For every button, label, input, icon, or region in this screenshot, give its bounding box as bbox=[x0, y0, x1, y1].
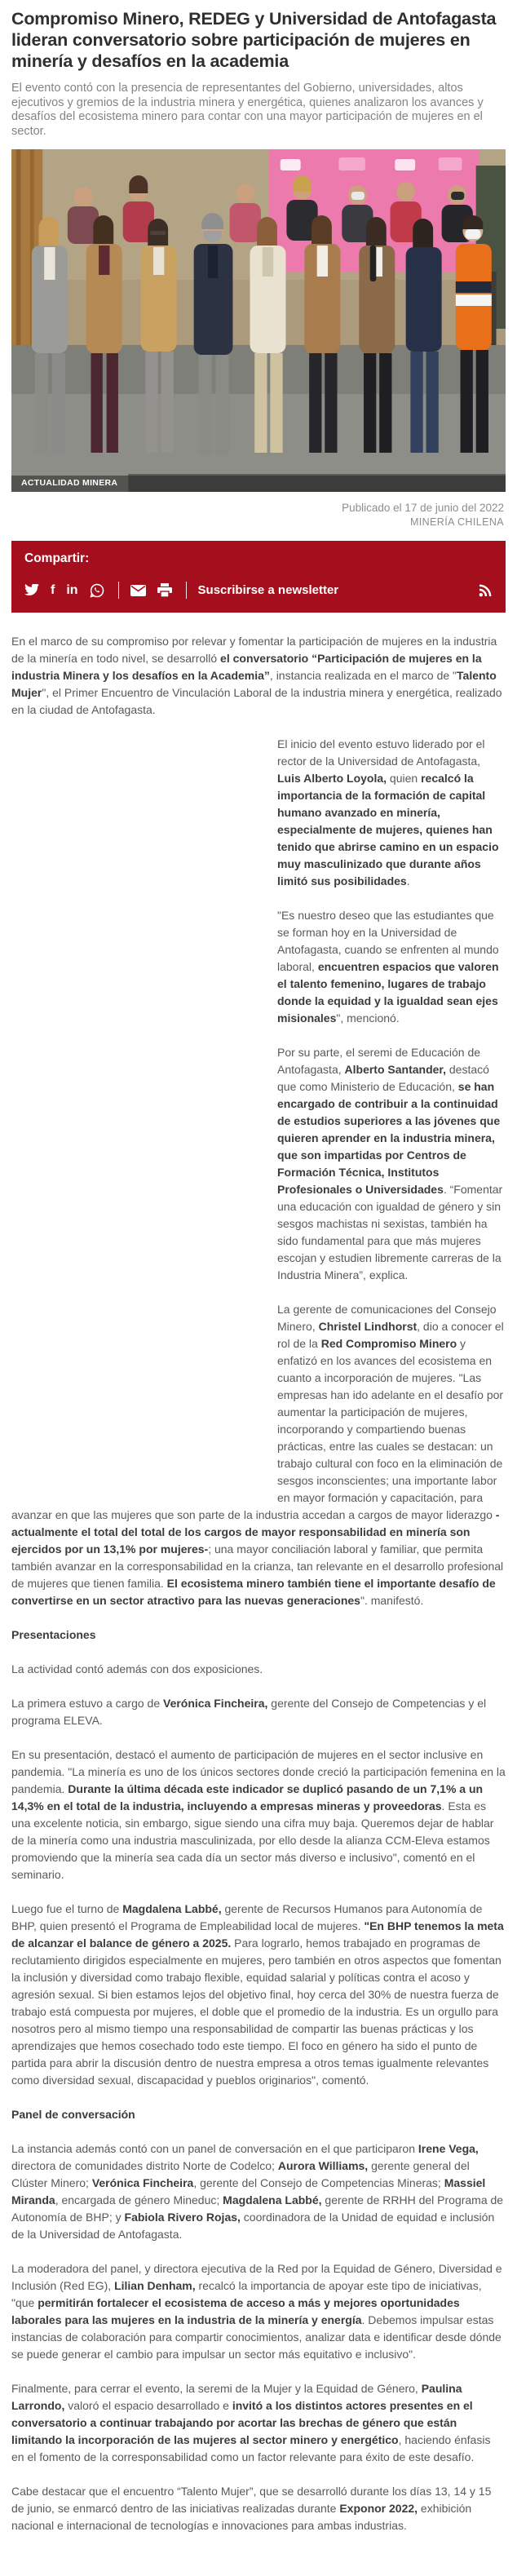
section-heading: Presentaciones bbox=[11, 1628, 96, 1641]
article-paragraph: La gerente de comunicaciones del Consejo Minero, Christel Lindhorst, dio a conocer el rol de la Red Compromiso Minero y enfatizó en los avances del ecosistema en cuanto a incorporación de mujeres. "Las empresas han ido adelante en el desafío por aumentar la participación de mujeres, incorporando y compartiendo buenas prácticas, entre las cuales se destacan: un trabajo cultural con foco en la eliminación de sesgos inconscientes; una importante labor en mayor formación y capacitación, para avanzar en que las mujeres que son parte de la industria accedan a cargos de mayor liderazgo -actualmente el total del total de los cargos de mayor responsabilidad en minería son ejercidos por un 13,1% por mujeres-; una mayor conciliación laboral y familiar, que permita también avanzar en la corresponsabilidad en la crianza, tan relevante en el desarrollo profesional de mujeres que tienen familia. El ecosistema minero también tiene el importante desafío de convertirse en un sector atractivo para las nuevas generaciones". manifestó. bbox=[11, 1303, 504, 1607]
ad-slot bbox=[11, 736, 277, 1503]
article-photo bbox=[11, 149, 506, 492]
article-paragraph: La moderadora del panel, y directora ejecutiva de la Red por la Equidad de Género, Diversidad e Inclusión (Red EG), Lilian Denham, recalcó la importancia de apoyar este tipo de iniciativas, "que permitirán fortalecer el ecosistema de acceso a más y mejores oportunidades laborales para las mujeres en la industria de la minería y energía. Debemos impulsar estas instancias de colaboración para compartir conocimientos, analizar data e identificar desde dónde se puede generar el cambio para impulsar un sector más equitativo e inclusivo". bbox=[11, 2262, 502, 2361]
section-heading: Panel de conversación bbox=[11, 2108, 135, 2121]
group-photo-illustration bbox=[11, 149, 506, 492]
article-paragraph: Por su parte, el seremi de Educación de Antofagasta, Alberto Santander, destacó que como Ministerio de Educación, se han encargado de contribuir a la continuidad de estudios superiores a las jóvenes que quieren aprender en la industria minera, que son impartidas por Centros de Formación Técnica, Institutos Profesionales o Universidades. “Fomentar una educación con igualdad de género y sin sesgos machistas ni sexistas, también ha sido fundamental para que más mujeres escojan y estudien libremente carreras de la Industria Minera”, explica. bbox=[277, 1046, 503, 1281]
article-paragraph: El inicio del evento estuvo liderado por el rector de la Universidad de Antofagasta, Luis Alberto Loyola, quien recalcó la importancia de la formación de capital humano avanzado en minería, especialmente de mujeres, quienes han tenido que abrirse camino en un espacio muy masculinizado que durante años limitó sus posibilidades. bbox=[277, 737, 499, 887]
article-lead: El evento contó con la presencia de representantes del Gobierno, universidades, altos ejecutivos y gremios de la industria minera y energética, quienes analizaron los avances y desafíos del ecosistema minero para contar con una mayor participación de mujeres en el sector. bbox=[11, 82, 484, 138]
article-paragraph: La actividad contó además con dos exposiciones. bbox=[11, 1662, 263, 1675]
article-paragraph: Finalmente, para cerrar el evento, la seremi de la Mujer y la Equidad de Género, Paulina Larrondo, valoró el espacio desarrollado e invitó a los distintos actores presentes en el conversatorio a continuar trabajando por acortar las brechas de género que están limitando la incorporación de las mujeres al sector minero y energético, haciendo énfasis en el fomento de la corresponsabilidad como un factor relevante para éxito de este desafío. bbox=[11, 2382, 491, 2463]
page-title: Compromiso Minero, REDEG y Universidad de Antofagasta lideran conversatorio sobre participación de mujeres en minería y desafíos en la academia bbox=[11, 9, 497, 71]
article-paragraph: En su presentación, destacó el aumento de participación de mujeres en el sector inclusive en pandemia. "La minería es uno de los únicos sectores donde creció la participación femenina en la pandemia. Durante la última década este indicador se duplicó pasando de un 7,1% a un 14,3% en el total de la industria, incluyendo a empresas mineras y proveedoras. Esta es una excelente noticia, sin embargo, sigue siendo una cifra muy baja. Queremos dejar de hablar de la minería como una industria masculinizada, por ello desde la alianza CCM-Eleva estamos promoviendo que la minería sea cada día un sector más diverso e inclusivo", comentó en el seminario. bbox=[11, 1748, 506, 1881]
published-date: Publicado el 17 de junio del 2022 bbox=[342, 502, 504, 514]
rss-icon[interactable] bbox=[479, 583, 493, 597]
article-paragraph: "Es nuestro deseo que las estudiantes que se forman hoy en la Universidad de Antofagasta, cuando se enfrenten al mundo laboral, encuentren espacios que valoren el talento femenino, lugares de trabajo donde la equidad y la igualdad sean ejes misionales", mencionó. bbox=[277, 909, 499, 1025]
article-paragraph: La instancia además contó con un panel de conversación en el que participaron Irene Vega, directora de comunidades distrito Norte de Codelco; Aurora Williams, gerente general del Clúster Minero; Verónica Fincheira, gerente del Consejo de Competencias Mineras; Massiel Miranda, encargada de género Mineduc; Magdalena Labbé, gerente de RRHH del Programa de Autonomía de BHP; y Fabiola Rivero Rojas, coordinadora de la Unidad de equidad e inclusión de la Universidad de Antofagasta. bbox=[11, 2142, 504, 2241]
share-bar bbox=[11, 541, 506, 613]
article-paragraph: En el marco de su compromiso por relevar y fomentar la participación de mujeres en la industria de la minería en todo nivel, se desarrolló el conversatorio “Participación de mujeres en la industria Minera y los desafíos en la Academia”, instancia realizada en el marco de "Talento Mujer", el Primer Encuentro de Vinculación Laboral de la industria minera y energética, realizado en la ciudad de Antofagasta. bbox=[11, 635, 502, 716]
article-body bbox=[11, 633, 506, 2534]
article-paragraph: Luego fue el turno de Magdalena Labbé, gerente de Recursos Humanos para Autonomía de BHP, quien presentó el Programa de Empleabilidad local de mujeres. "En BHP tenemos la meta de alcanzar el balance de género a 2025. Para lograrlo, hemos trabajado en programas de reclutamiento dirigidos especialmente en mujeres, pero también en otros aspectos que fomentan la inclusión y diversidad como trabajo flexible, equidad salarial y políticas contra el acoso y agresión sexual. Si bien estamos lejos del objetivo final, hoy cerca del 30% de nuestra fuerza de trabajo está compuesta por mujeres, el doble que el promedio de la industria. Es un orgullo para nosotros pero al mismo tiempo una responsabilidad de compartir las buenas prácticas y los aprendizajes que hemos cosechado todo este tiempo. El foco en género ha sido el punto de partida para abrir la discusión dentro de nuestra empresa a otros temas igualmente relevantes como diversidad sexual, discapacidad y pueblos originarios", comentó. bbox=[11, 1902, 504, 2087]
article-paragraph: Cabe destacar que el encuentro “Talento Mujer”, que se desarrolló durante los días 13, 14 y 15 de junio, se enmarcó dentro de las iniciativas realizadas durante Exponor 2022, exhibición nacional e internacional de tecnologías e innovaciones para ambas industrias. bbox=[11, 2485, 492, 2532]
print-icon[interactable] bbox=[157, 583, 172, 597]
newsletter-link[interactable]: Suscribirse a newsletter bbox=[197, 583, 339, 597]
photo-caption: ACTUALIDAD MINERA bbox=[11, 476, 506, 492]
share-label: Compartir: bbox=[24, 551, 90, 565]
email-icon[interactable] bbox=[130, 585, 146, 596]
article-paragraph: La primera estuvo a cargo de Verónica Fincheira, gerente del Consejo de Competencias y el programa ELEVA. bbox=[11, 1697, 487, 1727]
facebook-icon[interactable]: f bbox=[51, 582, 55, 597]
whatsapp-icon[interactable] bbox=[90, 583, 104, 598]
share-separator bbox=[186, 582, 187, 599]
twitter-icon[interactable] bbox=[24, 584, 39, 596]
share-separator bbox=[118, 582, 119, 599]
linkedin-icon[interactable]: in bbox=[66, 582, 78, 597]
source-name: MINERÍA CHILENA bbox=[409, 516, 504, 528]
